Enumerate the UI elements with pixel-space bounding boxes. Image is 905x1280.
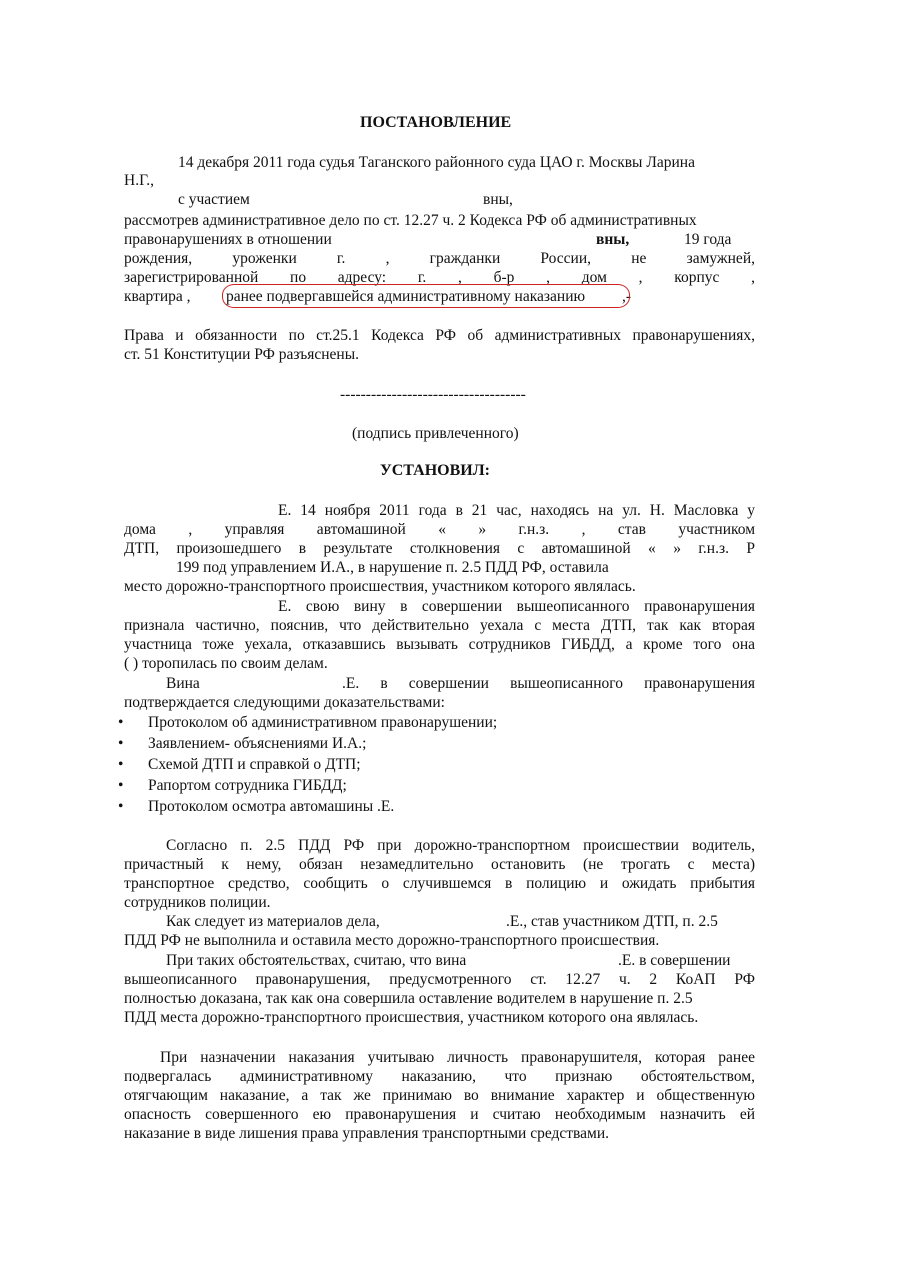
plea-line-1: Е. свою вину в совершении вышеописанного правонарушения xyxy=(278,598,755,615)
facts-line-3: ДТП, произошедшего в результате столкновения с автомашиной « » г.н.з. Р xyxy=(124,540,755,557)
intro-line-3a: с участием xyxy=(178,191,250,208)
bullet-icon: • xyxy=(118,714,124,731)
intro-line-3b: вны, xyxy=(483,191,513,208)
guilt-line-1b: .Е. в совершении вышеописанного правонарушения xyxy=(342,675,755,692)
document-title: ПОСТАНОВЛЕНИЕ xyxy=(360,114,512,131)
intro-line-4: рассмотрев административное дело по ст. 12.27 ч. 2 Кодекса РФ об административных xyxy=(124,212,697,229)
facts-line-4: 199 под управлением И.А., в нарушение п. 2.5 ПДД РФ, оставила xyxy=(176,559,609,576)
plea-line-2: признала частично, пояснив, что действительно уехала с места ДТП, так как вторая xyxy=(124,617,755,634)
intro-line-7: зарегистрированной по адресу: г. , б-р , дом , корпус , xyxy=(124,269,755,286)
bullet-icon: • xyxy=(118,735,124,752)
bullet-icon: • xyxy=(118,756,124,773)
intro-line-1: 14 декабря 2011 года судья Таганского районного суда ЦАО г. Москвы Ларина xyxy=(178,154,695,171)
intro-line-8a: квартира , xyxy=(124,288,191,305)
guilt-line-1a: Вина xyxy=(166,675,200,692)
list-item: Заявлением- объяснениями И.А.; xyxy=(148,735,367,752)
intro-line-5a: правонарушениях в отношении xyxy=(124,231,332,248)
rights-line-1: Права и обязанности по ст.25.1 Кодекса РФ об административных правонарушениях, xyxy=(124,327,755,344)
sentence-line-1: При назначении наказания учитываю личность правонарушителя, которая ранее xyxy=(160,1049,755,1066)
list-item: Рапортом сотрудника ГИБДД; xyxy=(148,777,347,794)
facts-line-5: место дорожно-транспортного происшествия, участником которого являлась. xyxy=(124,578,636,595)
intro-line-2: Н.Г., xyxy=(124,172,155,189)
materials-line-1a: Как следует из материалов дела, xyxy=(166,913,380,930)
heading-established: УСТАНОВИЛ: xyxy=(380,462,490,479)
bullet-icon: • xyxy=(118,798,124,815)
facts-line-1: Е. 14 ноября 2011 года в 21 час, находясь на ул. Н. Масловка у xyxy=(278,502,755,519)
facts-line-2: дома , управляя автомашиной « » г.н.з. , став участником xyxy=(124,521,755,538)
plea-line-3: участница тоже уехала, отказавшись вызывать сотрудников ГИБДД, а кроме того она xyxy=(124,636,755,653)
conclusion-line-1b: .Е. в совершении xyxy=(618,952,731,969)
signature-label: (подпись привлеченного) xyxy=(352,425,519,442)
conclusion-line-1a: При таких обстоятельствах, считаю, что вина xyxy=(166,952,467,969)
intro-line-5c: 19 года xyxy=(684,231,732,248)
law-line-1: Согласно п. 2.5 ПДД РФ при дорожно-транспортном происшествии водитель, xyxy=(166,837,755,854)
rights-line-2: ст. 51 Конституции РФ разъяснены. xyxy=(124,346,359,363)
list-item: Протоколом об административном правонарушении; xyxy=(148,714,498,731)
list-item: Протоколом осмотра автомашины .Е. xyxy=(148,798,395,815)
signature-line: ------------------------------------ xyxy=(340,386,526,403)
red-highlight-ellipse xyxy=(222,284,630,308)
intro-line-6: рождения, уроженки г. , гражданки России, не замужней, xyxy=(124,250,755,267)
intro-line-8c: ,- xyxy=(622,288,632,305)
law-line-4: сотрудников полиции. xyxy=(124,894,271,911)
law-line-3: транспортное средство, сообщить о случившемся в полицию и ожидать прибытия xyxy=(124,875,755,892)
list-item: Схемой ДТП и справкой о ДТП; xyxy=(148,756,361,773)
guilt-line-2: подтверждается следующими доказательствами: xyxy=(124,694,445,711)
sentence-line-4: опасность совершенного ею правонарушения и считаю необходимым назначить ей xyxy=(124,1106,755,1123)
materials-line-1b: .Е., став участником ДТП, п. 2.5 xyxy=(506,913,718,930)
sentence-line-5: наказание в виде лишения права управления транспортными средствами. xyxy=(124,1125,610,1142)
law-line-2: причастный к нему, обязан незамедлительно остановить (не трогать с места) xyxy=(124,856,755,873)
conclusion-line-2: вышеописанного правонарушения, предусмотренного ст. 12.27 ч. 2 КоАП РФ xyxy=(124,971,755,988)
intro-line-5b: вны, xyxy=(596,231,630,248)
intro-line-8b: ранее подвергавшейся административному наказанию xyxy=(226,288,586,305)
plea-line-4: ( ) торопилась по своим делам. xyxy=(124,655,328,672)
sentence-line-3: отягчающим наказание, а так же принимаю во внимание характер и общественную xyxy=(124,1087,755,1104)
bullet-icon: • xyxy=(118,777,124,794)
conclusion-line-3: полностью доказана, так как она совершила оставление водителем в нарушение п. 2.5 xyxy=(124,990,693,1007)
conclusion-line-4: ПДД места дорожно-транспортного происшествия, участником которого она являлась. xyxy=(124,1009,699,1026)
materials-line-2: ПДД РФ не выполнила и оставила место дорожно-транспортного происшествия. xyxy=(124,932,660,949)
sentence-line-2: подвергалась административному наказанию, что признаю обстоятельством, xyxy=(124,1068,755,1085)
